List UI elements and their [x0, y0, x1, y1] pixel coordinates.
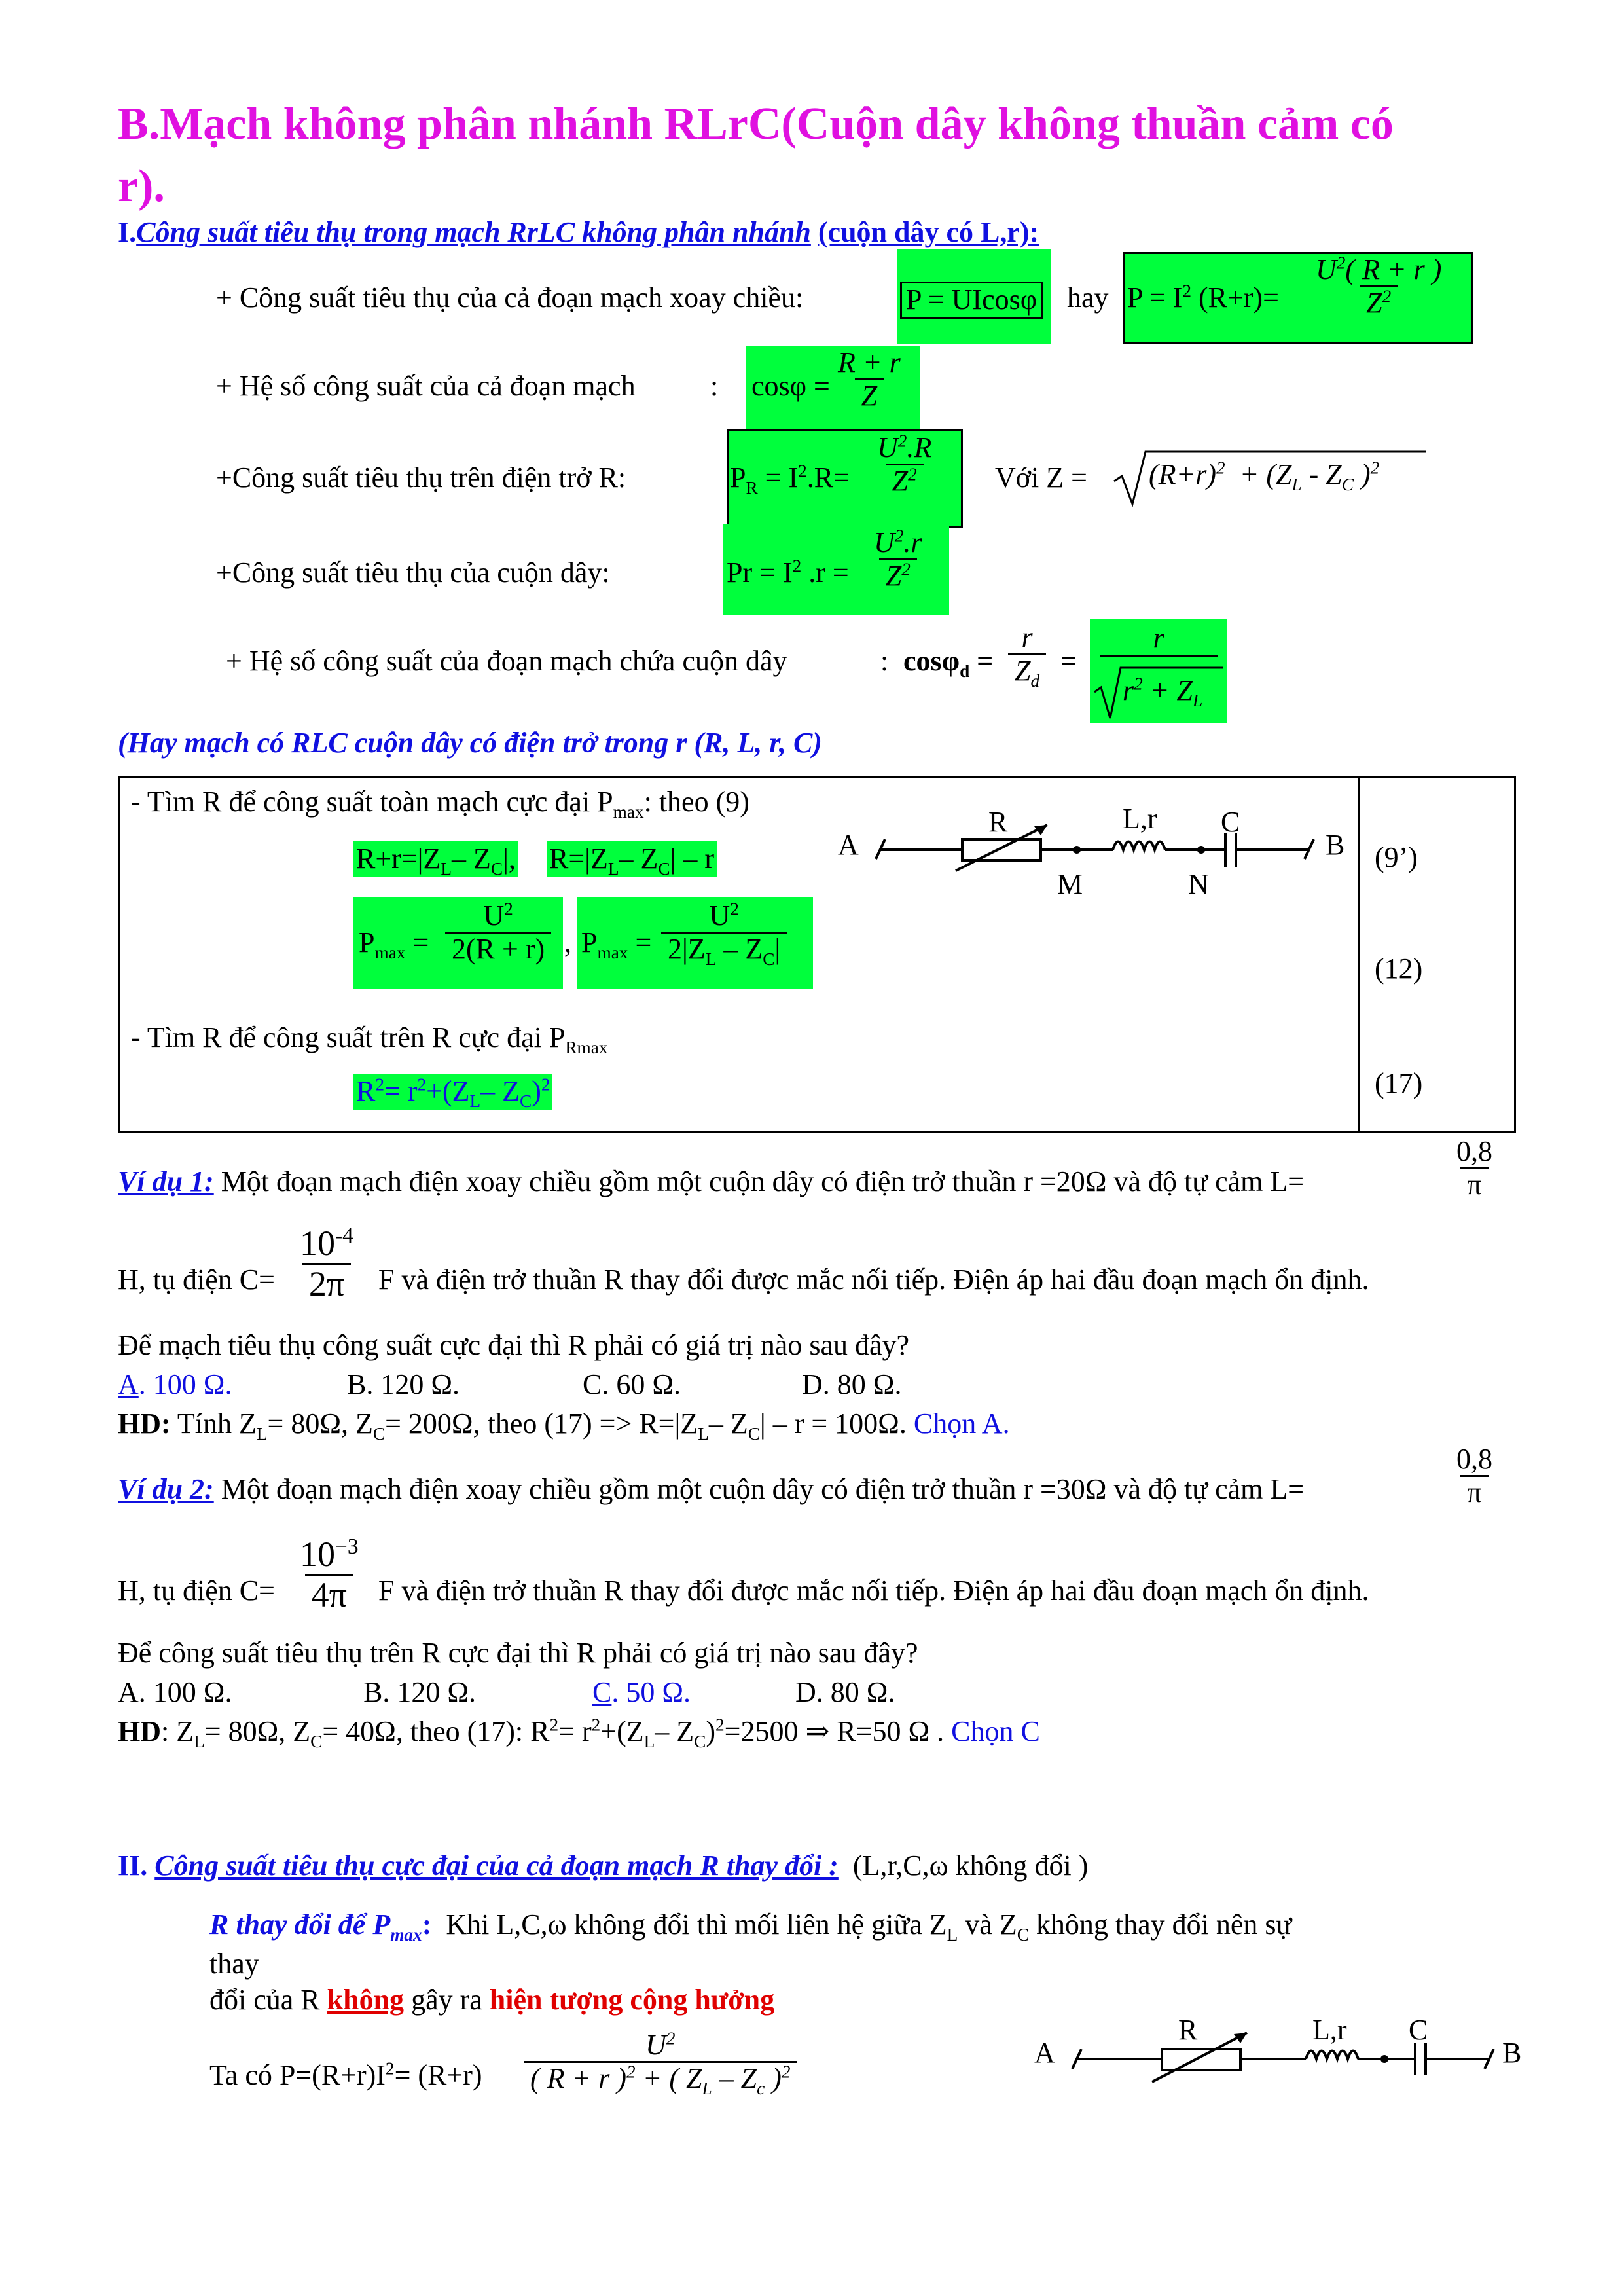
- impedance-formula: Với Z =: [995, 462, 1087, 494]
- coil-power-factor-frac1: $\frac{r}{Z_d}$: [1008, 622, 1046, 687]
- example2-hint: HD: $Z_L= 80\Omega$, $Z_C= 40\Omega$, theo (17): $R^2= r^2+(Z_L-$ $Z_C)^2=2500$ ⇒ R=50 Ω . Chọn C: [118, 1715, 1040, 1751]
- section2-text3: đổi của R không gây ra hiện tượng cộng hưởng: [209, 1984, 775, 2016]
- ref-12: (12): [1375, 953, 1423, 985]
- example1-option-b: B. 120 Ω.: [347, 1368, 460, 1400]
- coil-power-factor-eq2: =: [1060, 645, 1077, 677]
- example1-hint: HD: Tính $Z_L= 80\Omega$, $Z_C= 200\Omega$, theo $(17) => R=|Z_L-$ $Z_C| - r = 100\Omega$. Chọn A.: [118, 1408, 1010, 1444]
- circuit-diagram-1: [825, 799, 1348, 903]
- pmax2-lhs: $P_{max}$ =: [581, 926, 652, 962]
- example1-line3: Để mạch tiêu thụ công suất cực đại thì R phải có giá trị nào sau đây?: [118, 1329, 910, 1361]
- resistor-power-lhs: $P_R = I^2.R=$: [730, 461, 850, 498]
- coil-power-lhs: $Pr = I^2$ .r =: [727, 556, 849, 589]
- pmax2-fraction: $\frac{U^2}{2|Z_L - Z_C|}$: [661, 900, 787, 966]
- coil-power-line: +Công suất tiêu thụ của cuộn dây:: [216, 556, 610, 589]
- circuit2-label-a: A: [1034, 2037, 1055, 2069]
- circuit1-label-r: R: [988, 806, 1008, 838]
- example2-line3: Để công suất tiêu thụ trên R cực đại thì R phải có giá trị nào sau đây?: [118, 1637, 918, 1669]
- section2-formula: Ta có $P=(R+r)I^2= (R+r)$: [209, 2058, 482, 2091]
- example1-L-fraction: $\frac{0,8}{\pi}$: [1456, 1135, 1492, 1201]
- resistor-power-fraction: $\frac{U^2.R}{Z^2}$: [877, 431, 932, 498]
- power-formula-i2: $P = I^2$ (R+r)=: [1127, 281, 1279, 314]
- power-formula-fraction: $\frac{U^2( R + r )}{Z^2}$: [1316, 253, 1442, 319]
- ref-9: (9’): [1375, 841, 1418, 873]
- coil-power-factor-colon: :: [880, 645, 889, 677]
- circuit2-label-b: B: [1502, 2037, 1522, 2069]
- circuit2-label-r: R: [1178, 2014, 1198, 2046]
- example2-L-fraction: $\frac{0,8}{\pi}$: [1456, 1443, 1492, 1509]
- circuit2-label-lr: L,r: [1312, 2014, 1347, 2046]
- circuit1-label-lr: L,r: [1123, 803, 1157, 835]
- section2-fraction: $\frac{U^2}{( R + r )^2 + ( Z_L - Z_c )^2}$: [524, 2030, 797, 2095]
- circuit1-label-b: B: [1326, 829, 1345, 861]
- example2-line2a: H, tụ điện C=: [118, 1575, 275, 1607]
- example2-line1: Ví dụ 2: Một đoạn mạch điện xoay chiều gồm một cuộn dây có điện trở thuần r =30Ω và độ tự cảm L=: [118, 1473, 1305, 1505]
- power-factor-lhs: cosφ =: [751, 370, 830, 402]
- resistor-power-line: +Công suất tiêu thụ trên điện trở R:: [216, 462, 626, 494]
- table-row1: - Tìm R để công suất toàn mạch cực đại $P_{max}$: theo (9): [131, 786, 749, 822]
- example2-C-fraction: $\frac{10^{-3}}{4\pi}$: [300, 1535, 359, 1615]
- circuit-diagram-2: [1028, 2010, 1538, 2095]
- page-title: B.Mạch không phân nhánh RLrC(Cuộn dây không thuần cảm có: [118, 99, 1394, 149]
- example2-option-a: A. 100 Ω.: [118, 1676, 232, 1708]
- pmax-comma: ,: [564, 926, 571, 958]
- coil-power-factor-line: + Hệ số công suất của đoạn mạch chứa cuộn dây: [226, 645, 787, 677]
- alt-heading: (Hay mạch có RLC cuộn dây có điện trở trong r (R, L, r, C): [118, 727, 822, 759]
- example1-option-d: D. 80 Ω.: [802, 1368, 902, 1400]
- example1-C-fraction: $\frac{10^{-4}}{2\pi}$: [300, 1224, 353, 1304]
- example2-option-b: B. 120 Ω.: [363, 1676, 477, 1708]
- formula-r-squared: $R^2= r^2+(Z_L-$ $Z_C)^2$: [353, 1074, 552, 1110]
- example1-line1: Ví dụ 1: Một đoạn mạch điện xoay chiều gồm một cuộn dây có điện trở thuần r =20Ω và độ tự cảm L=: [118, 1165, 1305, 1197]
- example2-line2b: F và điện trở thuần R thay đổi được mắc nối tiếp. Điện áp hai đầu đoạn mạch ổn định.: [378, 1575, 1369, 1607]
- table-row2: - Tìm R để công suất trên R cực đại $P_{Rmax}$: [131, 1021, 608, 1057]
- circuit1-label-n: N: [1188, 868, 1209, 900]
- example1-line2b: F và điện trở thuần R thay đổi được mắc nối tiếp. Điện áp hai đầu đoạn mạch ổn định.: [378, 1264, 1369, 1296]
- ref-17: (17): [1375, 1067, 1423, 1099]
- example1-options: A. 100 Ω.: [118, 1368, 232, 1400]
- example2-option-d: D. 80 Ω.: [795, 1676, 895, 1708]
- power-factor-colon: :: [710, 370, 719, 402]
- section1-heading: I.Công suất tiêu thụ trong mạch RrLC không phân nhánh (cuộn dây có L,r):: [118, 216, 1039, 248]
- formula-r-total: $R+r=|Z_L-$ $Z_C|$,: [353, 841, 518, 877]
- power-factor-line: + Hệ số công suất của cả đoạn mạch: [216, 370, 636, 402]
- circuit1-label-m: M: [1057, 868, 1083, 900]
- coil-power-factor-lhs: cosφ$_d$ =: [903, 645, 994, 681]
- pmax1-lhs: $P_{max}$ =: [359, 926, 429, 962]
- section2-text1: R thay đổi để $P_{max}$: Khi L,C,ω không đổi thì mối liên hệ giữa $Z_L$ và $Z_C$ không thay đổi nên sự: [209, 1908, 1292, 1944]
- pmax1-fraction: $\frac{U^2}{2(R + r)}$: [445, 900, 551, 966]
- table-divider: [1358, 776, 1360, 1133]
- circuit1-label-a: A: [838, 829, 859, 861]
- impedance-radicand: $(R+r)^2 + (Z_L - Z_C$ )$^2$: [1149, 458, 1380, 494]
- circuit2-label-c: C: [1409, 2014, 1428, 2046]
- power-formula-line: + Công suất tiêu thụ của cả đoạn mạch xoay chiều:: [216, 282, 804, 314]
- formula-r: $R=|Z_L-$ $Z_C|$ – r: [547, 841, 717, 877]
- example1-option-c: C. 60 Ω.: [583, 1368, 681, 1400]
- example1-line2a: H, tụ điện C=: [118, 1264, 275, 1296]
- coil-power-fraction: $\frac{U^2.r}{Z^2}$: [874, 526, 922, 592]
- circuit1-label-c: C: [1221, 806, 1240, 838]
- section2-text2: thay: [209, 1948, 259, 1980]
- page-title-cont: r).: [118, 161, 165, 211]
- coil-power-factor-radicand: $r^2 + Z_L$: [1123, 674, 1203, 710]
- hay-text: hay: [1067, 282, 1109, 314]
- coil-power-factor-frac2: r: [1100, 622, 1218, 657]
- power-factor-fraction: $\frac{R + r}{Z}$: [838, 346, 901, 412]
- example2-option-c: C. 50 Ω.: [592, 1676, 691, 1708]
- power-formula-ui: P = UIcosφ: [900, 282, 1043, 319]
- section2-heading: II. Công suất tiêu thụ cực đại của cả đoạn mạch R thay đổi : (L,r,C,ω không đổi ): [118, 1850, 1089, 1882]
